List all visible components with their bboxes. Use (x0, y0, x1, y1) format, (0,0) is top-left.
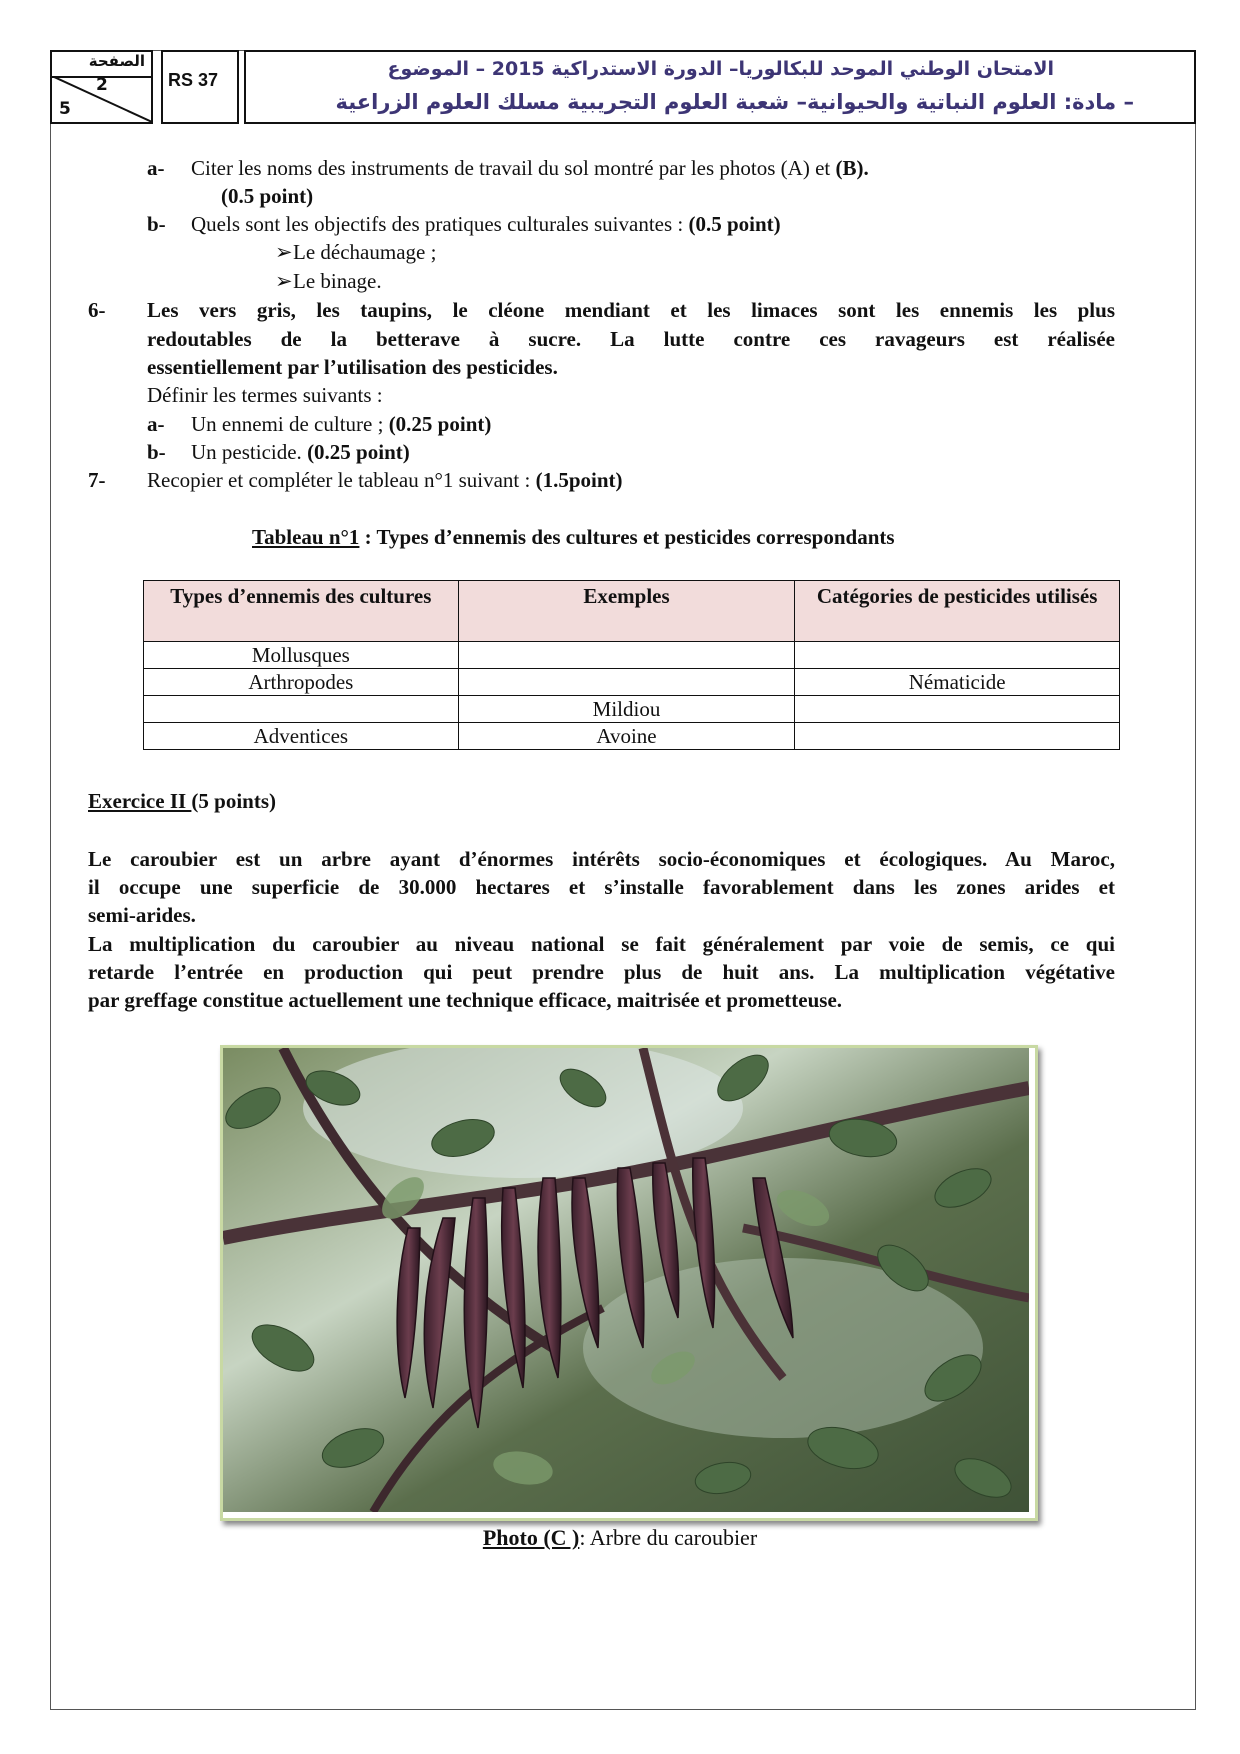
table-header-row (144, 581, 1120, 642)
table-row (144, 642, 1120, 669)
table-header-cell: Catégories de pesticides utilisés (795, 581, 1120, 642)
table-cell: Adventices (144, 723, 459, 750)
q6-number: 6- (88, 298, 106, 322)
exam-code: RS 37 (168, 70, 219, 90)
q5b-question: Quels sont les objectifs des pratiques culturales suivantes : (191, 212, 689, 236)
exam-code-box (161, 50, 239, 124)
exam-title-line1: الامتحان الوطني الموحد للبكالوريا– الدورة الاستدراكية 2015 – الموضوع (387, 58, 1054, 80)
ex2-para2-line3: par greffage constitue actuellement une technique efficace, maitrisée et prometteuse. (88, 988, 843, 1012)
table-cell: Mildiou (458, 696, 795, 723)
q6b-marker: b- (147, 440, 166, 464)
arrow-bullet-icon: ➢ (275, 240, 293, 264)
carob-tree-illustration (223, 1048, 1029, 1512)
arrow-bullet-icon: ➢ (275, 269, 293, 293)
exercise2-title: Exercice II (88, 789, 192, 813)
q5b-points: (0.5 point) (688, 212, 781, 236)
exercise2-points: (5 points) (191, 789, 277, 813)
table-cell: Arthropodes (144, 669, 459, 696)
table-cell (458, 669, 795, 696)
q7-question: Recopier et compléter le tableau n°1 suivant : (147, 468, 536, 492)
q7-text (147, 466, 623, 494)
table-cell: Mollusques (144, 642, 459, 669)
q5a-question: Citer les noms des instruments de travail du sol montré par les photos (A) et (191, 156, 836, 180)
page-label: الصفحة (88, 52, 145, 70)
table-caption (252, 525, 895, 550)
table-header-cell: Exemples (458, 581, 795, 642)
q6a-question: Un ennemi de culture ; (191, 412, 389, 436)
ex2-para1-line2: il occupe une superficie de 30.000 hectares et s’installe favorablement dans les zones arides et (88, 875, 1115, 899)
exam-title-line2: – مادة: العلوم النباتية والحيوانية– شعبة العلوم التجريبية مسلك العلوم الزراعية (335, 90, 1134, 114)
carob-tree-photo (220, 1045, 1038, 1521)
q6b-text (191, 438, 410, 466)
ex2-para1-line3: semi-arides. (88, 903, 196, 927)
ex2-para2-line2: retarde l’entrée en production qui peut prendre plus de huit ans. La multiplication végétative (88, 960, 1115, 984)
q6b-points: (0.25 point) (307, 440, 410, 464)
table-cell (795, 642, 1120, 669)
table-cell (795, 696, 1120, 723)
table-row (144, 669, 1120, 696)
q7-points: (1.5point) (535, 468, 623, 492)
q6a-marker: a- (147, 412, 165, 436)
bullet-dechaumage: Le déchaumage ; (293, 240, 437, 264)
q5a-bold: (B). (835, 156, 869, 180)
table-cell: Nématicide (795, 669, 1120, 696)
enemies-table (143, 580, 1120, 750)
photo-caption-text: : Arbre du caroubier (579, 1525, 758, 1550)
q5b-text (191, 210, 781, 238)
exam-title-box (244, 50, 1196, 124)
q6-stmt-line3: essentiellement par l’utilisation des pesticides. (147, 355, 558, 379)
table-cell (144, 696, 459, 723)
photo-caption (0, 1525, 1240, 1551)
q5b-marker: b- (147, 212, 166, 236)
q7-number: 7- (88, 468, 106, 492)
table-cell: Avoine (458, 723, 795, 750)
table-cell (795, 723, 1120, 750)
q6-instruction: Définir les termes suivants : (147, 383, 383, 407)
page-number-box (50, 50, 153, 124)
table-caption-text: : Types d’ennemis des cultures et pesticides correspondants (359, 525, 895, 549)
q6-stmt-line1: Les vers gris, les taupins, le cléone mendiant et les limaces sont les ennemis les plus (147, 298, 1115, 322)
page-current: 2 (96, 75, 108, 95)
q5a-points: (0.5 point) (221, 184, 314, 208)
table-row (144, 723, 1120, 750)
bullet-binage: Le binage. (293, 269, 382, 293)
q5a-text (191, 154, 869, 182)
table-caption-label: Tableau n°1 (252, 525, 360, 549)
table-cell (458, 642, 795, 669)
table-header-cell: Types d’ennemis des cultures (144, 581, 459, 642)
q6-stmt-line2: redoutables de la betterave à sucre. La lutte contre ces ravageurs est réalisée (147, 327, 1115, 351)
ex2-para2-line1: La multiplication du caroubier au niveau national se fait généralement par voie de semis, ce qui (88, 932, 1115, 956)
q6b-question: Un pesticide. (191, 440, 308, 464)
page-total: 5 (59, 99, 71, 119)
q6a-points: (0.25 point) (388, 412, 492, 436)
ex2-para1-line1: Le caroubier est un arbre ayant d’énormes intérêts socio-économiques et écologiques. Au Maroc, (88, 847, 1115, 871)
photo-caption-label: Photo (C ) (482, 1525, 580, 1550)
q5a-marker: a- (147, 156, 165, 180)
exercise2-heading (88, 787, 276, 815)
q6a-text (191, 410, 491, 438)
table-row (144, 696, 1120, 723)
